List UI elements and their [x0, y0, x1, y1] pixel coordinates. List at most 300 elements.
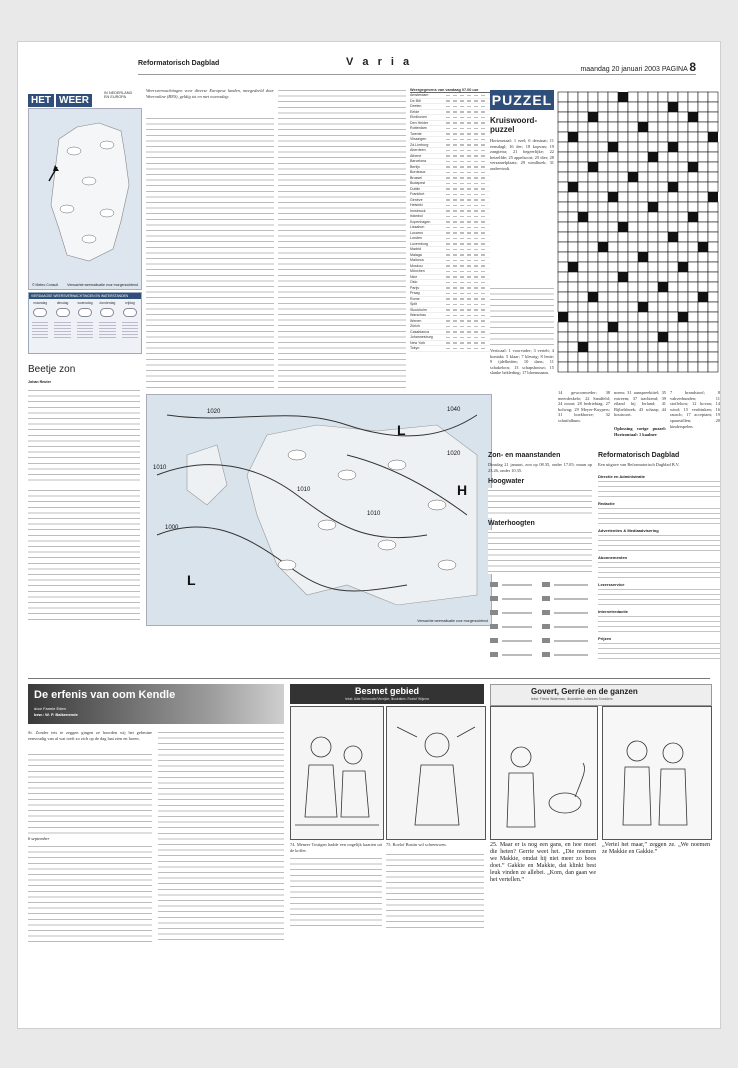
- crossword-cell: [628, 252, 638, 262]
- netherlands-weather-map: [28, 108, 142, 290]
- crossword-cell: [578, 92, 588, 102]
- crossword-cell: [698, 112, 708, 122]
- crossword-cell: [618, 352, 628, 362]
- isobar-label: 1020: [447, 451, 461, 457]
- crossword-cell: [558, 202, 568, 212]
- crossword-cell: [688, 292, 698, 302]
- crossword-cell: [678, 92, 688, 102]
- crossword-cell: [678, 222, 688, 232]
- weather-table-row: Wenen: [410, 319, 490, 325]
- weather-table-row: Malaga: [410, 253, 490, 259]
- weather-table-row: Athene: [410, 154, 490, 160]
- crossword-cell: [678, 322, 688, 332]
- crossword-cell: [628, 342, 638, 352]
- crossword-cell: [598, 312, 608, 322]
- comic-credits: tekst: Adie Schreuder/Verzijde; illustraties: Roelof Wijsma: [345, 697, 429, 701]
- crossword-cell: [688, 252, 698, 262]
- crossword-cell: [678, 102, 688, 112]
- weather-table-row: Zd-Limburg: [410, 143, 490, 149]
- crossword-cell: [678, 212, 688, 222]
- crossword-cell: [558, 302, 568, 312]
- water-levels-text: [488, 530, 592, 574]
- crossword-cell: [588, 122, 598, 132]
- crossword-cell: [618, 262, 628, 272]
- puzzle-heading: Kruiswoord-puzzel: [490, 116, 538, 134]
- crossword-cell: [698, 342, 708, 352]
- weather-table-row: Aberdeen: [410, 148, 490, 154]
- low-pressure-label: L: [397, 422, 406, 438]
- crossword-cell: [698, 142, 708, 152]
- forecast-day: [29, 299, 51, 338]
- crossword-cell: [668, 362, 678, 372]
- crossword-cell: [588, 342, 598, 352]
- crossword-cell: [558, 102, 568, 112]
- crossword-cell: [688, 322, 698, 332]
- crossword-cell: [598, 222, 608, 232]
- crossword-cell: [598, 132, 608, 142]
- crossword-cell: [688, 192, 698, 202]
- crossword-cell: [678, 252, 688, 262]
- crossword-cell: [668, 262, 678, 272]
- cloud-icon: [56, 308, 70, 317]
- crossword-cell: [708, 342, 718, 352]
- crossword-cell: [698, 222, 708, 232]
- crossword-cell: [568, 302, 578, 312]
- crossword-cell: [698, 162, 708, 172]
- crossword-cell: [558, 112, 568, 122]
- crossword-cell: [568, 232, 578, 242]
- crossword-cell: [618, 112, 628, 122]
- crossword-cell: [688, 102, 698, 112]
- crossword-cell: [668, 272, 678, 282]
- crossword-cell: [648, 132, 658, 142]
- netherlands-map-svg: [29, 109, 141, 281]
- crossword-cell: [708, 172, 718, 182]
- colophon-block-title: Prijzen: [598, 636, 612, 641]
- crossword-cell: [708, 232, 718, 242]
- crossword-cell: [608, 222, 618, 232]
- weather-table-row: Dublin: [410, 187, 490, 193]
- crossword-cell: [688, 212, 698, 222]
- crossword-cell: [698, 152, 708, 162]
- crossword-cell: [638, 262, 648, 272]
- crossword-cell: [668, 252, 678, 262]
- comic-panel-2-art: [387, 707, 485, 839]
- crossword-cell: [638, 362, 648, 372]
- high-water-title: Hoogwater: [488, 478, 525, 485]
- crossword-cell: [638, 172, 648, 182]
- map-credit-left: © Meteo Consult: [32, 283, 59, 287]
- crossword-cell: [628, 312, 638, 322]
- crossword-cell: [588, 312, 598, 322]
- crossword-cell: [618, 312, 628, 322]
- comic-text-1: [290, 856, 382, 928]
- colophon-block-text: [598, 614, 720, 634]
- crossword-cell: [618, 232, 628, 242]
- weather-table-row: Bordeaux: [410, 170, 490, 176]
- crossword-cell: [668, 242, 678, 252]
- crossword-cell: [708, 252, 718, 262]
- crossword-cell: [678, 262, 688, 272]
- crossword-cell: [648, 362, 658, 372]
- crossword-cell: [558, 352, 568, 362]
- weather-table-row: Madrid: [410, 247, 490, 253]
- crossword-cell: [568, 142, 578, 152]
- crossword-cell: [628, 292, 638, 302]
- crossword-cell: [628, 132, 638, 142]
- legend-svg: [488, 578, 592, 668]
- crossword-cell: [608, 172, 618, 182]
- weather-table-row: Kopenhagen: [410, 220, 490, 226]
- crossword-cell: [588, 322, 598, 332]
- crossword-cell: [568, 292, 578, 302]
- crossword-cell: [678, 192, 688, 202]
- europe-map-credit: Verwachte weerssituatie voor morgenochtend: [417, 619, 488, 623]
- crossword-cell: [698, 232, 708, 242]
- crossword-cell: [648, 172, 658, 182]
- kids-panel-2: [602, 706, 712, 840]
- crossword-cell: [648, 192, 658, 202]
- crossword-cell: [648, 232, 658, 242]
- weather-table-row: Casablanca: [410, 330, 490, 336]
- crossword-cell: [618, 222, 628, 232]
- crossword-cell: [588, 132, 598, 142]
- crossword-cell: [658, 242, 668, 252]
- weather-europe-col1: [146, 116, 274, 388]
- crossword-cell: [678, 292, 688, 302]
- crossword-cell: [598, 212, 608, 222]
- crossword-cell: [608, 302, 618, 312]
- crossword-cell: [568, 322, 578, 332]
- crossword-cell: [558, 292, 568, 302]
- crossword-cell: [568, 272, 578, 282]
- crossword-cell: [708, 212, 718, 222]
- crossword-cell: [658, 162, 668, 172]
- crossword-cell: [658, 132, 668, 142]
- crossword-cell: [568, 212, 578, 222]
- comic-panel-1-art: [291, 707, 383, 839]
- crossword-cell: [598, 112, 608, 122]
- crossword-cell: [608, 342, 618, 352]
- crossword-cell: [648, 342, 658, 352]
- crossword-cell: [648, 212, 658, 222]
- crossword-cell: [648, 142, 658, 152]
- crossword-cell: [618, 332, 628, 342]
- isobar-label: 1010: [297, 487, 311, 493]
- crossword-cell: [628, 232, 638, 242]
- crossword-cell: [648, 222, 658, 232]
- crossword-cell: [638, 202, 648, 212]
- crossword-cell: [658, 212, 668, 222]
- crossword-cell: [638, 152, 648, 162]
- kids-text-1: 25. Maar er is nog een gans, en hoe moet die heten? Gerrie weet het. „Die noemen we Makkie, omdat hij niet meer zo boos doet.” Gakkie en Makkie, dat klinkt best leuk vinden ze allebei. „Kom, dan gaan we het vertellen.”: [490, 842, 596, 883]
- crossword-cell: [588, 172, 598, 182]
- crossword-cell: [558, 132, 568, 142]
- weather-table-row: Twente: [410, 132, 490, 138]
- crossword-cell: [578, 122, 588, 132]
- crossword-cell: [618, 192, 628, 202]
- crossword-cell: [598, 292, 608, 302]
- paper-name: Reformatorisch Dagblad: [138, 60, 220, 67]
- crossword-cell: [658, 342, 668, 352]
- weather-intro: Weersverwachtingen voor diverse Europese landen, meegedeeld door Weeronline (BNS), geldig tot en met woensdag:: [146, 88, 274, 99]
- crossword-cell: [658, 182, 668, 192]
- crossword-cell: [638, 282, 648, 292]
- crossword-cell: [668, 142, 678, 152]
- crossword-cell: [638, 132, 648, 142]
- colophon-title: Reformatorisch Dagblad: [598, 452, 680, 459]
- crossword-cell: [638, 182, 648, 192]
- section-name: V a r i a: [346, 56, 413, 68]
- crossword-cell: [618, 252, 628, 262]
- crossword-cell: [698, 352, 708, 362]
- weather-table-row: Luxemburg: [410, 242, 490, 248]
- weather-table-row: De Bilt: [410, 99, 490, 105]
- crossword-cell: [578, 292, 588, 302]
- crossword-cell: [578, 152, 588, 162]
- crossword-cell: [628, 272, 638, 282]
- crossword-cell: [708, 242, 718, 252]
- weather-table-row: Oslo: [410, 280, 490, 286]
- colophon-block-title: Redactie: [598, 501, 615, 506]
- crossword-cell: [588, 152, 598, 162]
- crossword-cell: [598, 282, 608, 292]
- weather-table-row: Locarno: [410, 231, 490, 237]
- crossword-cell: [568, 242, 578, 252]
- crossword-cell: [568, 332, 578, 342]
- crossword-cell: [598, 322, 608, 332]
- crossword-cell: [608, 252, 618, 262]
- crossword-cell: [568, 312, 578, 322]
- weather-table-row: Eelde: [410, 110, 490, 116]
- crossword-cell: [698, 322, 708, 332]
- crossword-cell: [608, 112, 618, 122]
- crossword-cell: [588, 252, 598, 262]
- crossword-cell: [638, 122, 648, 132]
- crossword-cell: [648, 102, 658, 112]
- crossword-cell: [708, 132, 718, 142]
- crossword-cell: [698, 292, 708, 302]
- crossword-cell: [598, 232, 608, 242]
- crossword-cell: [678, 332, 688, 342]
- crossword-cell: [618, 172, 628, 182]
- crossword-cell: [598, 152, 608, 162]
- comic-caption-2: 75. Roelof Bustin wil schreeuwen.: [386, 842, 447, 847]
- crossword-cell: [568, 122, 578, 132]
- crossword-cell: [678, 232, 688, 242]
- crossword-cell: [708, 282, 718, 292]
- crossword-cell: [578, 272, 588, 282]
- crossword-cell: [678, 182, 688, 192]
- crossword-cell: [578, 362, 588, 372]
- crossword-cell: [658, 252, 668, 262]
- weather-table-row: Warschau: [410, 313, 490, 319]
- crossword-cell: [698, 262, 708, 272]
- puzzle-clues-horizontal: Horizontaal: 1 ezel; 6 dessinat; 11 eensdagl; 16 der; 18 kopvan; 19 zangtetra; 21 begeerlijke; 22 hetzelfde; 25 appelsoort; 25 dier; 28 verzamelplaats; 29 windhoek; 31 ondervindt.: [490, 138, 554, 171]
- crossword-cell: [688, 312, 698, 322]
- crossword-cell: [668, 112, 678, 122]
- colophon-block-text: [598, 533, 720, 553]
- crossword-cell: [568, 282, 578, 292]
- weather-table-row: Moskou: [410, 264, 490, 270]
- serial-text-col1b: [28, 844, 152, 944]
- crossword-cell: [558, 312, 568, 322]
- crossword-cell: [628, 142, 638, 152]
- high-pressure-label: H: [457, 482, 468, 498]
- crossword-cell: [708, 302, 718, 312]
- section-divider: [28, 678, 710, 679]
- crossword-cell: [558, 282, 568, 292]
- crossword-cell: [558, 212, 568, 222]
- crossword-cell: [618, 272, 628, 282]
- crossword-cell: [688, 172, 698, 182]
- forecast-day: [74, 299, 96, 338]
- crossword-cell: [678, 312, 688, 322]
- crossword-cell: [688, 242, 698, 252]
- crossword-cell: [678, 112, 688, 122]
- crossword-cell: [648, 202, 658, 212]
- crossword-cell: [678, 132, 688, 142]
- crossword-cell: [578, 112, 588, 122]
- crossword-cell: [558, 162, 568, 172]
- crossword-cell: [558, 152, 568, 162]
- crossword-cell: [708, 112, 718, 122]
- crossword-cell: [568, 132, 578, 142]
- crossword-cell: [688, 222, 698, 232]
- crossword-cell: [628, 112, 638, 122]
- crossword-cell: [598, 172, 608, 182]
- crossword-cell: [678, 272, 688, 282]
- map-credit-right: Verwachte weerssituatie voor morgenochtend: [67, 283, 138, 287]
- crossword-cell: [698, 332, 708, 342]
- crossword-cell: [658, 92, 668, 102]
- crossword-cell: [618, 322, 628, 332]
- crossword-cell: [688, 92, 698, 102]
- crossword-cell: [698, 282, 708, 292]
- crossword-cell: [608, 182, 618, 192]
- crossword-cell: [668, 312, 678, 322]
- crossword-cell: [698, 122, 708, 132]
- forecast-day-label: donderdag: [99, 301, 116, 305]
- crossword-cell: [648, 92, 658, 102]
- crossword-cell: [578, 252, 588, 262]
- crossword-cell: [608, 102, 618, 112]
- crossword-cell: [618, 212, 628, 222]
- crossword-cell: [628, 222, 638, 232]
- crossword-cell: [608, 332, 618, 342]
- crossword-cell: [678, 162, 688, 172]
- forecast-day-label: woensdag: [77, 301, 93, 305]
- crossword-cell: [658, 112, 668, 122]
- europe-map-svg: [147, 395, 491, 625]
- crossword-cell: [648, 292, 658, 302]
- crossword-cell: [698, 242, 708, 252]
- crossword-cell: [638, 222, 648, 232]
- weather-article-title: Beetje zon: [28, 364, 76, 375]
- weather-table-row: Nice: [410, 275, 490, 281]
- crossword-cell: [568, 202, 578, 212]
- crossword-cell: [588, 352, 598, 362]
- crossword-cell: [698, 252, 708, 262]
- crossword-cell: [708, 332, 718, 342]
- crossword-cell: [578, 132, 588, 142]
- sun-moon-title: Zon- en maanstanden: [488, 452, 561, 459]
- crossword-cell: [678, 362, 688, 372]
- kids-panel-2-art: [603, 707, 711, 839]
- crossword-cell: [668, 202, 678, 212]
- crossword-cell: [708, 122, 718, 132]
- crossword-cell: [648, 242, 658, 252]
- crossword-cell: [708, 152, 718, 162]
- crossword-cell: [558, 142, 568, 152]
- page-number: 8: [689, 60, 696, 74]
- crossword-cell: [648, 112, 658, 122]
- weather-legend: [488, 578, 592, 668]
- crossword-cell: [678, 122, 688, 132]
- crossword-cell: [698, 172, 708, 182]
- page-header: [138, 52, 696, 75]
- crossword-cell: [578, 282, 588, 292]
- crossword-cell: [578, 172, 588, 182]
- crossword-cell: [578, 322, 588, 332]
- crossword-cell: [638, 162, 648, 172]
- crossword-cell: [628, 302, 638, 312]
- crossword-cell: [598, 332, 608, 342]
- crossword-cell: [708, 222, 718, 232]
- sun-moon-text: Dinsdag 21 januari, zon op 08.35, onder 17.05; maan op 23.26, onder 10.35.: [488, 462, 592, 473]
- crossword-cell: [698, 312, 708, 322]
- crossword-cell: [558, 342, 568, 352]
- crossword-cell: [698, 302, 708, 312]
- crossword-cell: [658, 352, 668, 362]
- serial-section: 6 september: [28, 836, 50, 841]
- colophon-block-text: [598, 479, 720, 499]
- crossword-cell: [668, 182, 678, 192]
- crossword-cell: [648, 352, 658, 362]
- weather-logo: HET WEER IN NEDERLAND EN EUROPA: [28, 90, 140, 106]
- crossword-cell: [658, 332, 668, 342]
- cloud-icon: [100, 308, 114, 317]
- crossword-cell: [658, 202, 668, 212]
- crossword-cell: [688, 122, 698, 132]
- crossword-cell: [708, 312, 718, 322]
- crossword-cell: [648, 252, 658, 262]
- forecast-day-label: maandag: [33, 301, 48, 305]
- cloud-icon: [123, 308, 137, 317]
- crossword-cell: [658, 362, 668, 372]
- forecast-day: [96, 299, 118, 338]
- crossword-cell: [708, 182, 718, 192]
- crossword-cell: [668, 302, 678, 312]
- crossword-cell: [558, 192, 568, 202]
- weather-table-row: Brussel: [410, 176, 490, 182]
- crossword-cell: [648, 122, 658, 132]
- crossword-cell: [688, 202, 698, 212]
- crossword-cell: [608, 162, 618, 172]
- crossword-cell: [608, 262, 618, 272]
- weather-table-row: Rome: [410, 297, 490, 303]
- weather-table: [410, 88, 490, 388]
- crossword-cell: [628, 182, 638, 192]
- weather-table-row: Tokyo: [410, 346, 490, 352]
- weather-article-author: Johan Reuter: [28, 380, 51, 384]
- crossword-cell: [598, 122, 608, 132]
- crossword-cell: [618, 152, 628, 162]
- crossword-cell: [658, 302, 668, 312]
- crossword-cell: [688, 282, 698, 292]
- crossword-cell: [608, 312, 618, 322]
- forecast-day-label: dinsdag: [56, 301, 69, 305]
